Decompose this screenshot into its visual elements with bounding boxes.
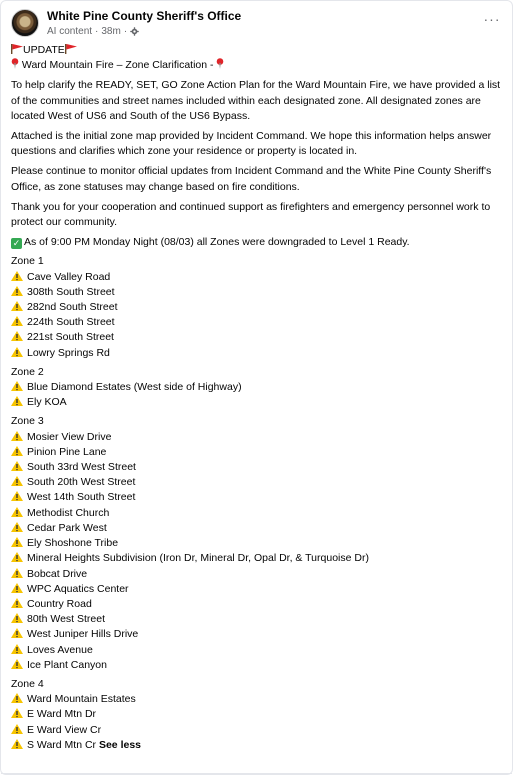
warning-icon	[11, 644, 23, 654]
warning-icon	[11, 537, 23, 547]
warning-icon	[11, 381, 23, 391]
warning-icon	[11, 331, 23, 341]
post-time[interactable]: 38m	[101, 26, 121, 37]
zone-item-text: 224th South Street	[27, 316, 115, 329]
zones-list	[11, 254, 503, 753]
zone-list-item	[11, 521, 503, 536]
warning-icon	[11, 507, 23, 517]
post-meta	[47, 26, 139, 37]
warning-icon	[11, 446, 23, 456]
update-line	[11, 43, 503, 58]
paragraph-2: Attached is the initial zone map provided by Incident Command. We hope this information helps answer questions and clarifies which zone your residence or property is located in.	[11, 130, 492, 158]
zone-item-text: Ely Shoshone Tribe	[27, 537, 119, 550]
zone-item-text: Mosier View Drive	[27, 430, 112, 443]
more-options-button[interactable]: ···	[483, 11, 501, 27]
warning-icon	[11, 431, 23, 441]
ai-content-label[interactable]: AI content	[47, 26, 93, 37]
zone-item-text: South 20th West Street	[27, 476, 136, 489]
zone-title: Zone 2	[11, 365, 44, 378]
zone-item-text: WPC Aquatics Center	[27, 582, 129, 595]
zone-list-item	[11, 490, 503, 505]
see-less-button[interactable]: See less	[96, 738, 141, 751]
warning-icon	[11, 316, 23, 326]
warning-icon	[11, 659, 23, 669]
zone-item-text: 80th West Street	[27, 613, 106, 626]
zone-list-item	[11, 300, 503, 315]
zone-item-text: Lowry Springs Rd	[27, 346, 110, 359]
paragraph-4: Thank you for your cooperation and continued support as firefighters and emergency personnel work to protect our community.	[11, 200, 491, 229]
zone-title: Zone 1	[11, 255, 44, 268]
zone-title: Zone 3	[11, 415, 44, 428]
zone-list-item	[11, 445, 503, 460]
zone-item-text: West Juniper Hills Drive	[27, 628, 139, 641]
status-text: As of 9:00 PM Monday Night (08/03) all Zones were downgraded to Level 1 Ready.	[24, 236, 410, 249]
warning-icon	[11, 613, 23, 623]
zone-list-item	[11, 658, 503, 673]
warning-icon	[11, 271, 23, 281]
zone-item-text: 282nd South Street	[27, 301, 118, 314]
update-label: UPDATE	[23, 44, 65, 56]
red-flag-icon	[65, 44, 77, 54]
page-name-link[interactable]: White Pine County Sheriff's Office	[47, 9, 242, 23]
post-title: Ward Mountain Fire – Zone Clarification -	[21, 59, 214, 72]
zone-item-text: Mineral Heights Subdivision (Iron Dr, Mineral Dr, Opal Dr, & Turquoise Dr)	[27, 552, 369, 565]
zone-item-text: Country Road	[27, 597, 92, 610]
zone-list-item	[11, 270, 503, 285]
zone-item-text: 308th South Street	[27, 285, 115, 298]
zone-item-text: E Ward View Cr	[27, 723, 102, 736]
zone-list-item	[11, 692, 503, 707]
zone-item-text: E Ward Mtn Dr	[27, 708, 97, 721]
pin-icon	[11, 58, 19, 69]
zone-list-item	[11, 707, 503, 722]
zone-list-item	[11, 475, 503, 490]
zone-list-item	[11, 460, 503, 475]
zone-list-item	[11, 536, 503, 551]
warning-icon	[11, 347, 23, 357]
zone-list-item	[11, 330, 503, 345]
warning-icon	[11, 476, 23, 486]
zone-item-text: Bobcat Drive	[27, 567, 88, 580]
zone-list-item	[11, 506, 503, 521]
zone-list-item	[11, 643, 503, 658]
post-header	[11, 7, 502, 41]
paragraph-3: Please continue to monitor official updates from Incident Command and the White Pine County Sheriff's Office, as zone statuses may change based on fire conditions.	[11, 165, 492, 193]
warning-icon	[11, 396, 23, 406]
warning-icon	[11, 491, 23, 501]
warning-icon	[11, 628, 23, 638]
warning-icon	[11, 522, 23, 532]
zone-item-text: Ely KOA	[27, 396, 67, 409]
zone-item-text: Loves Avenue	[27, 643, 93, 656]
warning-icon	[11, 583, 23, 593]
title-line	[11, 58, 503, 73]
warning-icon	[11, 598, 23, 608]
warning-icon	[11, 552, 23, 562]
red-flag-icon	[11, 44, 23, 54]
zone-list-item	[11, 597, 503, 612]
meta-separator: ·	[95, 26, 99, 37]
zone-list-item	[11, 315, 503, 330]
post-body	[11, 43, 503, 753]
zone-item-text: Blue Diamond Estates (West side of Highway)	[27, 381, 242, 394]
zone-item-text: Ice Plant Canyon	[27, 658, 107, 671]
warning-icon	[11, 693, 23, 703]
zone-list-item	[11, 346, 503, 361]
zone-list-item	[11, 582, 503, 597]
divider	[1, 773, 512, 774]
zone-item-text: Cave Valley Road	[27, 270, 111, 283]
warning-icon	[11, 568, 23, 578]
zone-list-item	[11, 738, 503, 753]
warning-icon	[11, 724, 23, 734]
paragraph-1: To help clarify the READY, SET, GO Zone Action Plan for the Ward Mountain Fire, we have provided a list of the communities and street names included within each designated zone. All designated zones are located West of US6 and South of the US6 Bypass.	[11, 79, 501, 122]
zone-list-item	[11, 285, 503, 300]
warning-icon	[11, 301, 23, 311]
zone-title: Zone 4	[11, 677, 44, 690]
zone-item-text: Methodist Church	[27, 506, 110, 519]
page-avatar[interactable]	[11, 9, 39, 37]
zone-list-item	[11, 612, 503, 627]
warning-icon	[11, 708, 23, 718]
zone-list-item	[11, 380, 503, 395]
gear-icon	[130, 27, 139, 36]
pin-icon	[216, 58, 224, 69]
status-line	[11, 235, 503, 250]
zone-item-text: 221st South Street	[27, 331, 114, 344]
zone-item-text: Pinion Pine Lane	[27, 445, 107, 458]
warning-icon	[11, 739, 23, 749]
zone-list-item	[11, 627, 503, 642]
zone-item-text: West 14th South Street	[27, 491, 136, 504]
zone-item-text: S Ward Mtn Cr	[27, 738, 97, 751]
check-icon: ✓	[12, 238, 21, 249]
zone-list-item	[11, 723, 503, 738]
zone-list-item	[11, 395, 503, 410]
meta-separator-2: ·	[123, 26, 128, 37]
zone-item-text: South 33rd West Street	[27, 461, 136, 474]
zone-list-item	[11, 551, 503, 566]
zone-item-text: Ward Mountain Estates	[27, 693, 136, 706]
zone-list-item	[11, 567, 503, 582]
warning-icon	[11, 461, 23, 471]
warning-icon	[11, 286, 23, 296]
zone-item-text: Cedar Park West	[27, 521, 107, 534]
zone-list-item	[11, 430, 503, 445]
